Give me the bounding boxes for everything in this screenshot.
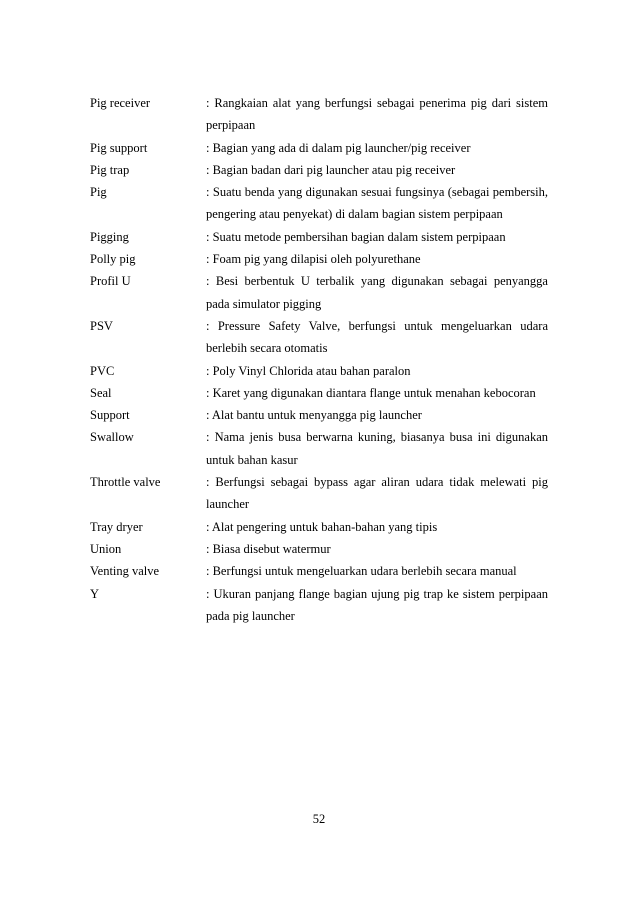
glossary-row: [90, 159, 548, 181]
glossary-term: Y: [90, 586, 100, 601]
glossary-row: [90, 137, 548, 159]
glossary-definition: : Poly Vinyl Chlorida atau bahan paralon: [206, 363, 411, 378]
glossary-term: Pig: [90, 185, 107, 200]
page-number: 52: [312, 812, 326, 826]
glossary-term: Tray dryer: [90, 519, 143, 534]
glossary-term: Pig receiver: [90, 96, 151, 110]
glossary-definition: : Biasa disebut watermur: [206, 541, 331, 556]
glossary-term: Union: [90, 541, 122, 556]
glossary-definition: : Alat pengering untuk bahan-bahan yang tipis: [206, 519, 438, 534]
glossary-row: [90, 560, 548, 582]
glossary-term: Throttle valve: [90, 475, 161, 490]
glossary-definition: : Nama jenis busa berwarna kuning, biasanya busa ini digunakan untuk bahan kasur: [206, 430, 548, 467]
glossary-term: Support: [90, 408, 130, 423]
glossary-definition: : Bagian badan dari pig launcher atau pig receiver: [206, 162, 456, 177]
glossary-row: [90, 583, 548, 628]
glossary-term: Profil U: [90, 274, 131, 289]
glossary-row: [90, 538, 548, 560]
glossary-term: Pig support: [90, 140, 148, 155]
glossary-row: [90, 92, 548, 137]
glossary-definition: : Suatu metode pembersihan bagian dalam sistem perpipaan: [206, 229, 506, 244]
glossary-row: [90, 471, 548, 516]
glossary-list: [90, 92, 548, 627]
glossary-definition: : Ukuran panjang flange bagian ujung pig trap ke sistem perpipaan pada pig launcher: [206, 586, 548, 623]
glossary-term: Swallow: [90, 430, 134, 445]
glossary-term: Pig trap: [90, 162, 130, 177]
glossary-row: [90, 270, 548, 315]
glossary-definition: : Pressure Safety Valve, berfungsi untuk mengeluarkan udara berlebih secara otomatis: [206, 318, 548, 356]
glossary-row: [90, 516, 548, 538]
glossary-row: [90, 181, 548, 226]
glossary-term: PSV: [90, 318, 113, 333]
glossary-term: PVC: [90, 363, 115, 378]
glossary-definition: : Suatu benda yang digunakan sesuai fungsinya (sebagai pembersih, pengering atau penyekat) di dalam bagian sistem perpipaan: [206, 185, 548, 222]
glossary-definition: : Berfungsi untuk mengeluarkan udara berlebih secara manual: [206, 564, 517, 579]
glossary-term: Polly pig: [90, 252, 136, 267]
glossary-row: [90, 360, 548, 382]
glossary-term: Pigging: [90, 229, 129, 244]
glossary-row: [90, 404, 548, 426]
glossary-row: [90, 226, 548, 248]
glossary-definition: : Berfungsi sebagai bypass agar aliran udara tidak melewati pig launcher: [206, 475, 548, 512]
glossary-term: Seal: [90, 385, 112, 400]
glossary-row: [90, 248, 548, 270]
glossary-row: [90, 315, 548, 360]
glossary-row: [90, 426, 548, 471]
glossary-definition: : Besi berbentuk U terbalik yang digunakan sebagai penyangga pada simulator pigging: [206, 274, 548, 311]
glossary-definition: : Karet yang digunakan diantara flange untuk menahan kebocoran: [206, 385, 536, 400]
glossary-row: [90, 382, 548, 404]
glossary-term: Venting valve: [90, 564, 160, 579]
glossary-definition: : Rangkaian alat yang berfungsi sebagai penerima pig dari sistem perpipaan: [206, 96, 548, 133]
glossary-definition: : Alat bantu untuk menyangga pig launcher: [206, 408, 422, 423]
glossary-definition: : Foam pig yang dilapisi oleh polyurethane: [206, 252, 421, 267]
glossary-definition: : Bagian yang ada di dalam pig launcher/pig receiver: [206, 140, 471, 155]
